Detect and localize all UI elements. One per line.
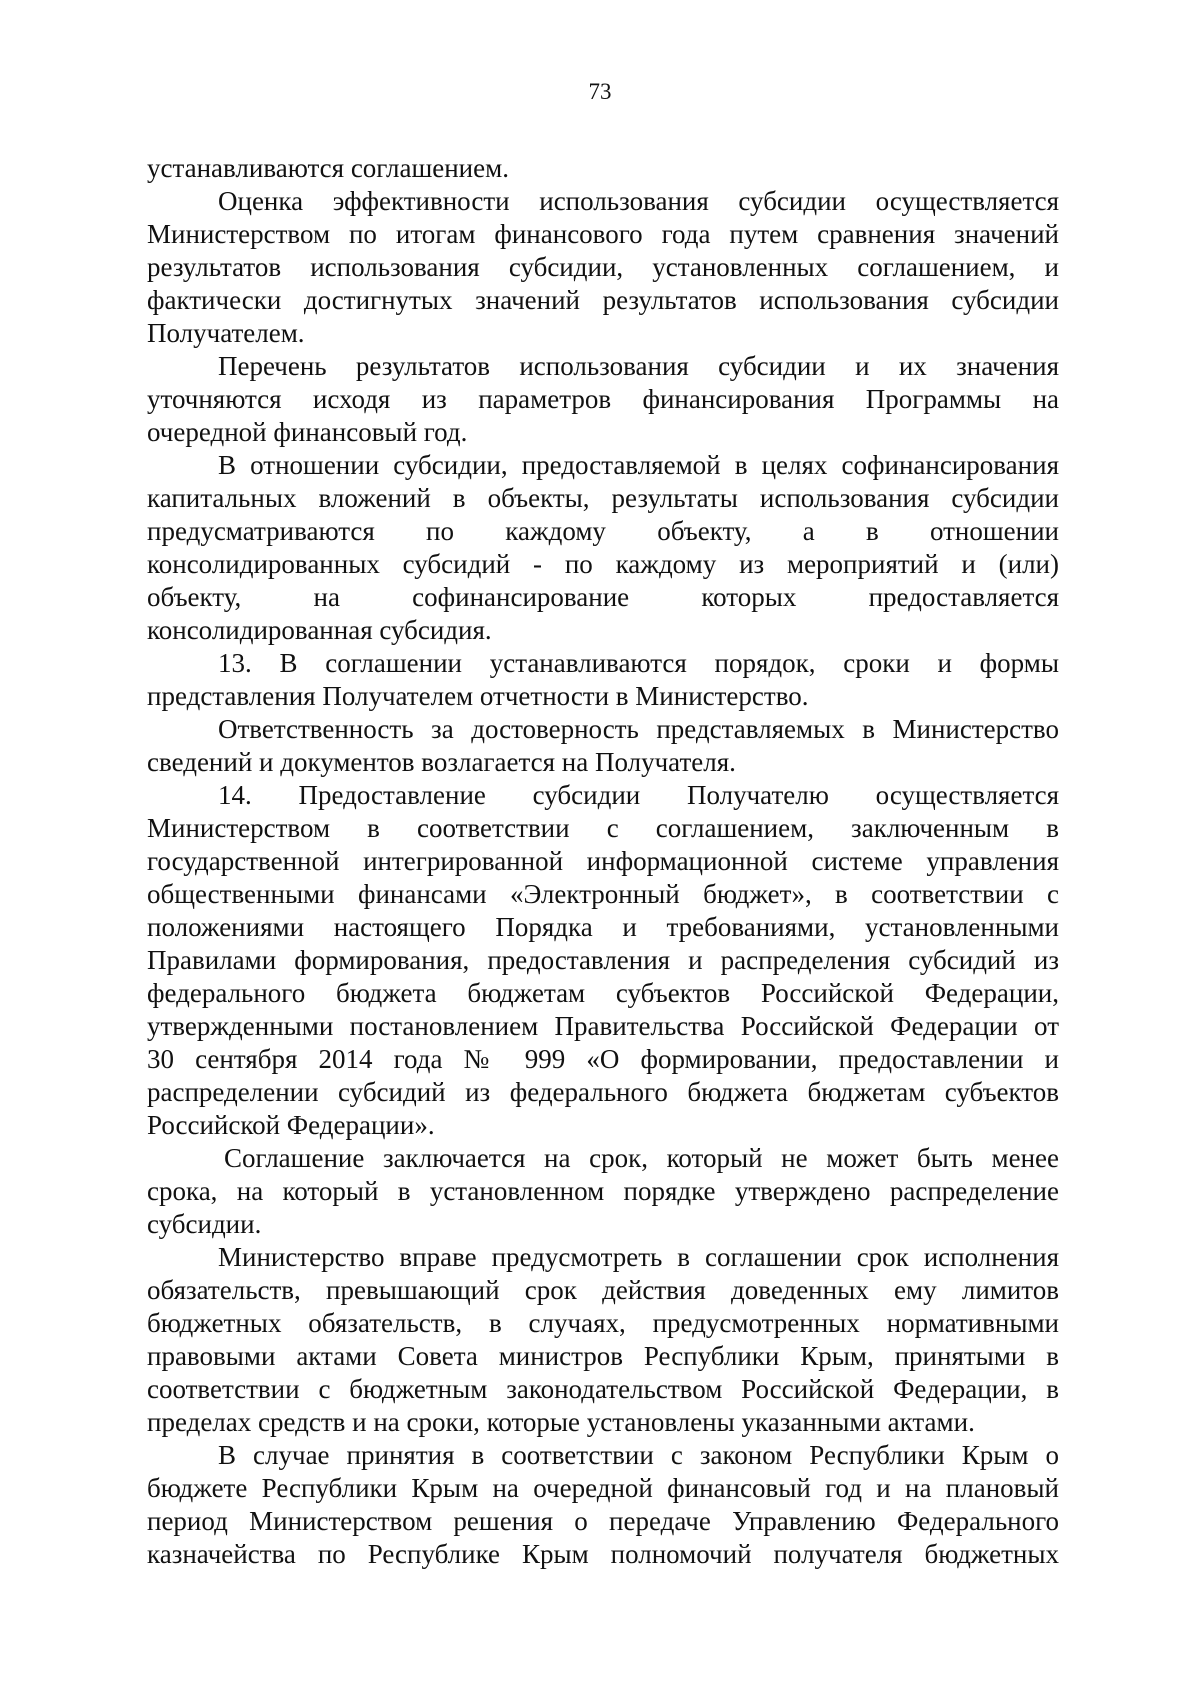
- text-line: общественными финансами «Электронный бюджет», в соответствии с: [147, 879, 1059, 909]
- paragraph-agreement-term: [147, 1142, 1059, 1241]
- text-line: Министерством в соответствии с соглашением, заключенным в: [147, 813, 1059, 843]
- paragraph-results-list: [147, 350, 1059, 449]
- text-line: 30 сентября 2014 года № 999 «О формировании, предоставлении и: [147, 1044, 1059, 1074]
- text-line: Правилами формирования, предоставления и распределения субсидий из: [147, 945, 1059, 975]
- text-line: пределах средств и на сроки, которые установлены указанными актами.: [147, 1407, 975, 1437]
- text-line: устанавливаются соглашением.: [147, 153, 509, 183]
- text-line: период Министерством решения о передаче Управлению Федерального: [147, 1506, 1059, 1536]
- text-line: объекту, на софинансирование которых предоставляется: [147, 582, 1059, 612]
- text-line: консолидированных субсидий - по каждому из мероприятий и (или): [147, 549, 1059, 579]
- paragraph-obligations-term: [147, 1241, 1059, 1439]
- text-line: очередной финансовый год.: [147, 417, 468, 447]
- text-line: представления Получателем отчетности в Министерство.: [147, 681, 809, 711]
- paragraph-responsibility: [147, 713, 1059, 779]
- text-line: Министерством по итогам финансового года путем сравнения значений: [147, 219, 1059, 249]
- paragraph-cofinancing: [147, 449, 1059, 647]
- text-line: 13. В соглашении устанавливаются порядок, сроки и формы: [218, 648, 1059, 678]
- text-line: Перечень результатов использования субсидии и их значения: [218, 351, 1059, 381]
- text-line: бюджете Республики Крым на очередной финансовый год и на плановый: [147, 1473, 1059, 1503]
- text-line: субсидии.: [147, 1209, 262, 1239]
- text-line: 14. Предоставление субсидии Получателю осуществляется: [218, 780, 1059, 810]
- text-line: В отношении субсидии, предоставляемой в целях софинансирования: [218, 450, 1059, 480]
- text-line: правовыми актами Совета министров Республики Крым, принятыми в: [147, 1341, 1059, 1371]
- paragraph-treasury-transfer: [147, 1439, 1059, 1571]
- text-line: Соглашение заключается на срок, который не может быть менее: [224, 1143, 1059, 1173]
- paragraph-item-14: [147, 779, 1059, 1142]
- text-line: федерального бюджета бюджетам субъектов Российской Федерации,: [147, 978, 1059, 1008]
- paragraph-efficiency-assessment: [147, 185, 1059, 350]
- text-line: Ответственность за достоверность представляемых в Министерство: [218, 714, 1059, 744]
- text-line: сведений и документов возлагается на Получателя.: [147, 747, 736, 777]
- text-line: бюджетных обязательств, в случаях, предусмотренных нормативными: [147, 1308, 1059, 1338]
- text-line: Министерство вправе предусмотреть в соглашении срок исполнения: [218, 1242, 1059, 1272]
- text-line: соответствии с бюджетным законодательством Российской Федерации, в: [147, 1374, 1059, 1404]
- paragraph-continuation: [147, 152, 1059, 185]
- page-number: 73: [588, 79, 612, 104]
- text-line: срока, на который в установленном порядке утверждено распределение: [147, 1176, 1059, 1206]
- text-line: уточняются исходя из параметров финансирования Программы на: [147, 384, 1059, 414]
- text-line: Российской Федерации».: [147, 1110, 435, 1140]
- text-line: В случае принятия в соответствии с законом Республики Крым о: [218, 1440, 1059, 1470]
- paragraph-item-13: [147, 647, 1059, 713]
- text-line: консолидированная субсидия.: [147, 615, 492, 645]
- text-line: казначейства по Республике Крым полномочий получателя бюджетных: [147, 1539, 1059, 1569]
- document-body: [147, 152, 1059, 1571]
- text-line: утвержденными постановлением Правительства Российской Федерации от: [147, 1011, 1059, 1041]
- text-line: положениями настоящего Порядка и требованиями, установленными: [147, 912, 1059, 942]
- text-line: Оценка эффективности использования субсидии осуществляется: [218, 186, 1059, 216]
- text-line: предусматриваются по каждому объекту, а в отношении: [147, 516, 1059, 546]
- text-line: государственной интегрированной информационной системе управления: [147, 846, 1059, 876]
- text-line: обязательств, превышающий срок действия доведенных ему лимитов: [147, 1275, 1059, 1305]
- text-line: Получателем.: [147, 318, 305, 348]
- text-line: распределении субсидий из федерального бюджета бюджетам субъектов: [147, 1077, 1059, 1107]
- text-line: результатов использования субсидии, установленных соглашением, и: [147, 252, 1059, 282]
- text-line: фактически достигнутых значений результатов использования субсидии: [147, 285, 1059, 315]
- text-line: капитальных вложений в объекты, результаты использования субсидии: [147, 483, 1059, 513]
